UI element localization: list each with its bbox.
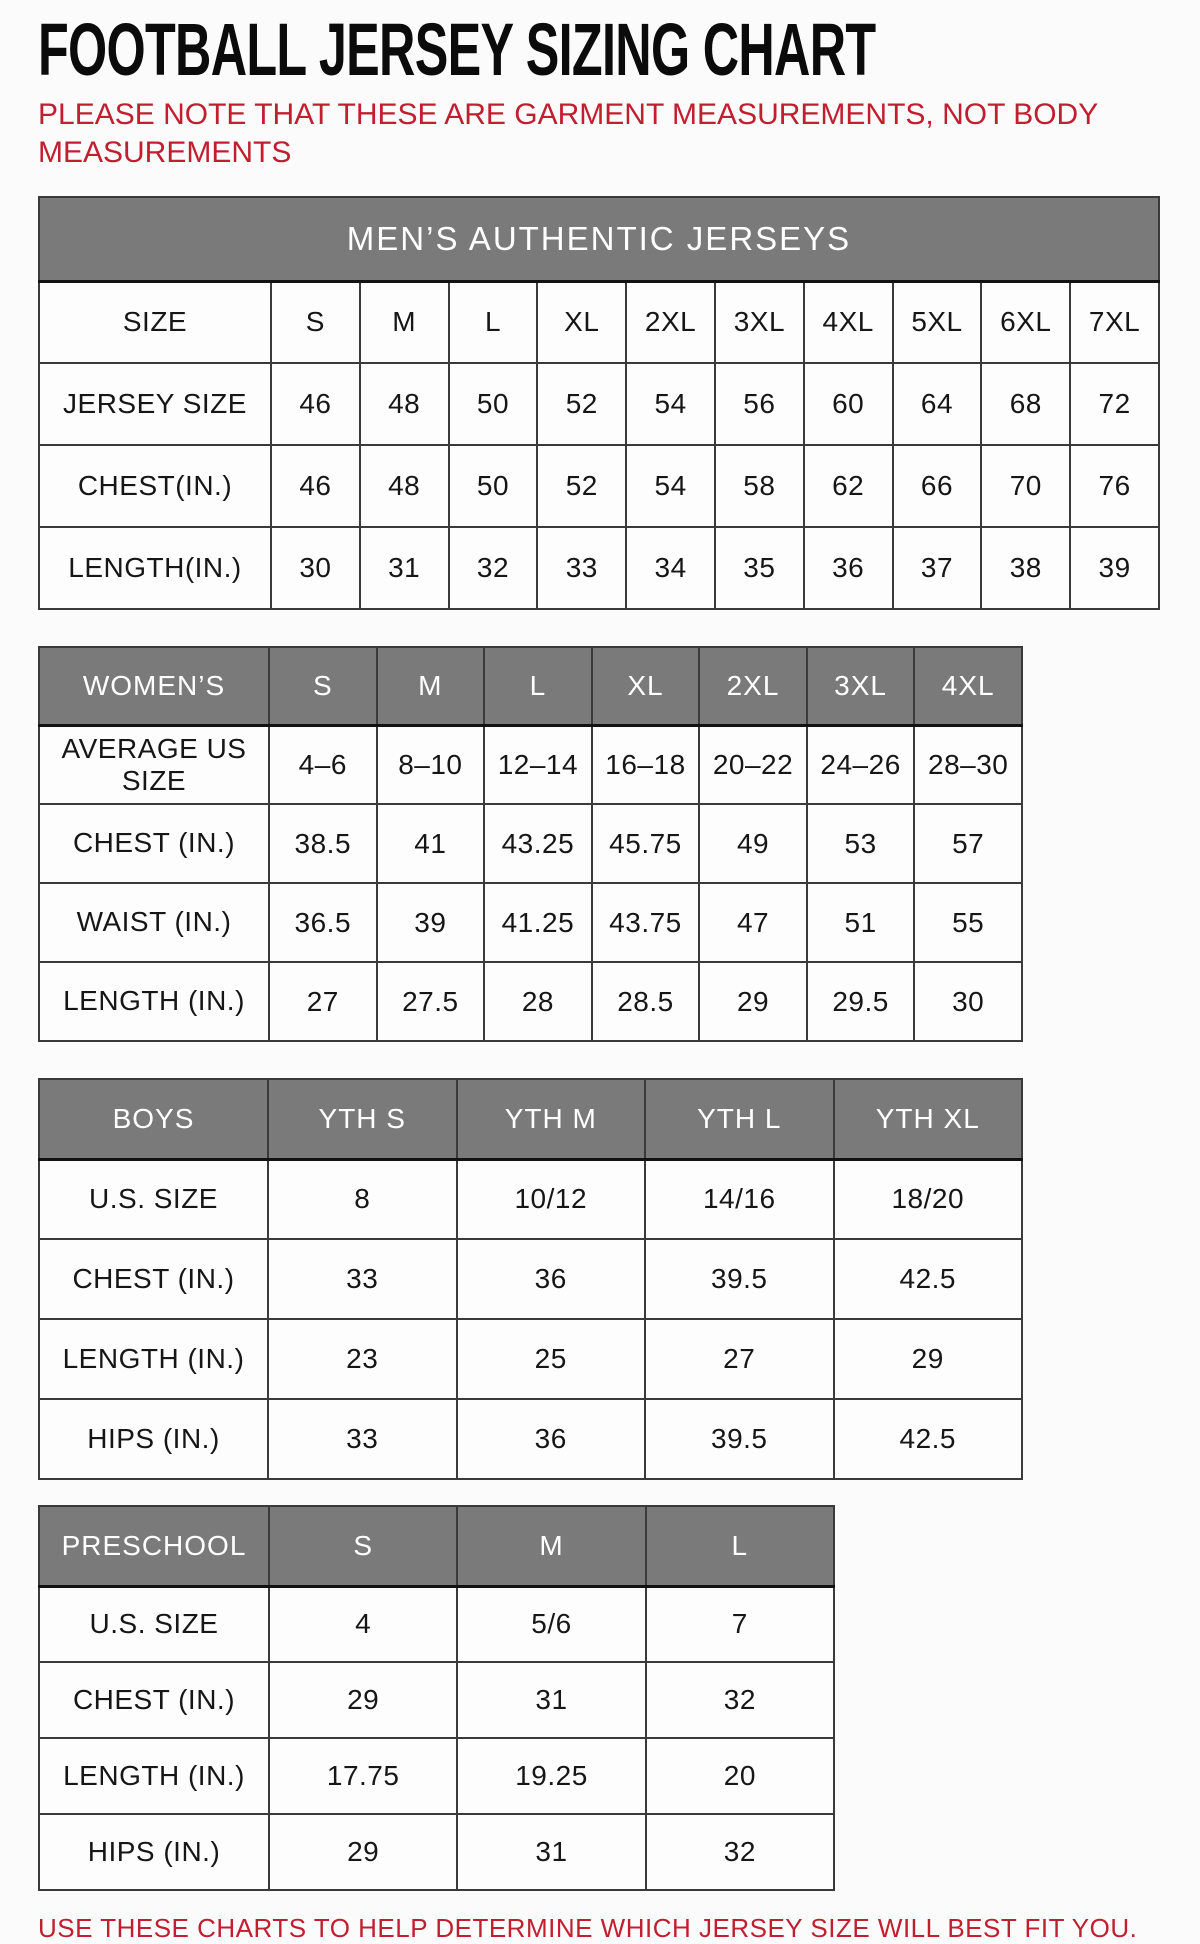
value-cell: 17.75 xyxy=(269,1738,457,1814)
mens-size-table xyxy=(38,196,1160,610)
value-cell: 39.5 xyxy=(645,1399,834,1479)
value-cell: 29 xyxy=(269,1814,457,1890)
mens-table-banner: MEN’S AUTHENTIC JERSEYS xyxy=(39,197,1159,281)
value-cell: 4–6 xyxy=(269,725,377,804)
value-cell: 31 xyxy=(457,1662,645,1738)
womens-column-header: S xyxy=(269,647,377,725)
row-label: HIPS (IN.) xyxy=(39,1399,268,1479)
value-cell: 27 xyxy=(645,1319,834,1399)
boys-column-header: YTH M xyxy=(457,1079,646,1159)
row-label: LENGTH (IN.) xyxy=(39,1319,268,1399)
boys-table-title-cell: BOYS xyxy=(39,1079,268,1159)
preschool-size-table xyxy=(38,1505,835,1891)
value-cell: 42.5 xyxy=(834,1239,1023,1319)
value-cell: 70 xyxy=(981,445,1070,527)
preschool-table-row xyxy=(39,1738,834,1814)
value-cell: 30 xyxy=(271,527,360,609)
value-cell: 28 xyxy=(484,962,592,1041)
value-cell: 38.5 xyxy=(269,804,377,883)
value-cell: 3XL xyxy=(715,281,804,363)
value-cell: 39 xyxy=(377,883,485,962)
value-cell: 36 xyxy=(457,1239,646,1319)
value-cell: 43.75 xyxy=(592,883,700,962)
boys-table-row xyxy=(39,1159,1022,1239)
value-cell: 32 xyxy=(646,1662,834,1738)
value-cell: L xyxy=(449,281,538,363)
value-cell: 56 xyxy=(715,363,804,445)
preschool-table-row xyxy=(39,1814,834,1890)
boys-column-header: YTH XL xyxy=(834,1079,1023,1159)
value-cell: 12–14 xyxy=(484,725,592,804)
value-cell: 51 xyxy=(807,883,915,962)
mens-table-row xyxy=(39,281,1159,363)
womens-table-row xyxy=(39,962,1022,1041)
boys-column-header: YTH S xyxy=(268,1079,457,1159)
value-cell: 62 xyxy=(804,445,893,527)
preschool-column-header: S xyxy=(269,1506,457,1586)
value-cell: 54 xyxy=(626,445,715,527)
mens-table-row xyxy=(39,527,1159,609)
value-cell: 33 xyxy=(268,1239,457,1319)
value-cell: 39 xyxy=(1070,527,1159,609)
value-cell: 52 xyxy=(537,445,626,527)
womens-column-header: 3XL xyxy=(807,647,915,725)
womens-table-title-cell: WOMEN’S xyxy=(39,647,269,725)
value-cell: 68 xyxy=(981,363,1070,445)
value-cell: 41.25 xyxy=(484,883,592,962)
value-cell: 58 xyxy=(715,445,804,527)
value-cell: 53 xyxy=(807,804,915,883)
row-label: HIPS (IN.) xyxy=(39,1814,269,1890)
preschool-column-header: L xyxy=(646,1506,834,1586)
value-cell: 20–22 xyxy=(699,725,807,804)
row-label: CHEST(IN.) xyxy=(39,445,271,527)
value-cell: 38 xyxy=(981,527,1070,609)
value-cell: 47 xyxy=(699,883,807,962)
value-cell: 27.5 xyxy=(377,962,485,1041)
page-title xyxy=(38,8,1200,91)
size-tables-container xyxy=(38,196,1200,1891)
womens-size-table xyxy=(38,646,1023,1042)
value-cell: 29 xyxy=(699,962,807,1041)
value-cell: 6XL xyxy=(981,281,1070,363)
value-cell: 32 xyxy=(449,527,538,609)
value-cell: 57 xyxy=(914,804,1022,883)
value-cell: 64 xyxy=(893,363,982,445)
womens-column-header: 4XL xyxy=(914,647,1022,725)
preschool-table-row xyxy=(39,1662,834,1738)
row-label: LENGTH (IN.) xyxy=(39,962,269,1041)
preschool-table-title-cell: PRESCHOOL xyxy=(39,1506,269,1586)
womens-column-header: L xyxy=(484,647,592,725)
garment-measurements-note xyxy=(38,96,1200,172)
value-cell: 55 xyxy=(914,883,1022,962)
value-cell: 27 xyxy=(269,962,377,1041)
value-cell: 2XL xyxy=(626,281,715,363)
value-cell: 5XL xyxy=(893,281,982,363)
value-cell: 32 xyxy=(646,1814,834,1890)
preschool-column-header: M xyxy=(457,1506,645,1586)
value-cell: 72 xyxy=(1070,363,1159,445)
value-cell: 66 xyxy=(893,445,982,527)
womens-column-header: 2XL xyxy=(699,647,807,725)
value-cell: 42.5 xyxy=(834,1399,1023,1479)
value-cell: 8–10 xyxy=(377,725,485,804)
womens-column-header: XL xyxy=(592,647,700,725)
value-cell: 4 xyxy=(269,1586,457,1662)
boys-column-header: YTH L xyxy=(645,1079,834,1159)
boys-size-table xyxy=(38,1078,1023,1480)
row-label: CHEST (IN.) xyxy=(39,1239,268,1319)
page-title-text: FOOTBALL JERSEY SIZING CHART xyxy=(38,8,876,91)
value-cell: 54 xyxy=(626,363,715,445)
mens-table-row xyxy=(39,445,1159,527)
value-cell: 48 xyxy=(360,363,449,445)
value-cell: 34 xyxy=(626,527,715,609)
value-cell: 19.25 xyxy=(457,1738,645,1814)
row-label: CHEST (IN.) xyxy=(39,1662,269,1738)
mens-table-row xyxy=(39,363,1159,445)
value-cell: 24–26 xyxy=(807,725,915,804)
value-cell: 36.5 xyxy=(269,883,377,962)
value-cell: 76 xyxy=(1070,445,1159,527)
value-cell: 5/6 xyxy=(457,1586,645,1662)
value-cell: 4XL xyxy=(804,281,893,363)
value-cell: 33 xyxy=(268,1399,457,1479)
row-label: JERSEY SIZE xyxy=(39,363,271,445)
value-cell: 37 xyxy=(893,527,982,609)
value-cell: XL xyxy=(537,281,626,363)
row-label: U.S. SIZE xyxy=(39,1159,268,1239)
value-cell: 30 xyxy=(914,962,1022,1041)
row-label: WAIST (IN.) xyxy=(39,883,269,962)
value-cell: 8 xyxy=(268,1159,457,1239)
value-cell: 36 xyxy=(457,1399,646,1479)
womens-table-row xyxy=(39,804,1022,883)
value-cell: 33 xyxy=(537,527,626,609)
note-line-1: PLEASE NOTE THAT THESE ARE GARMENT MEASUREMENTS, NOT BODY xyxy=(38,98,1099,131)
value-cell: 7 xyxy=(646,1586,834,1662)
value-cell: 28.5 xyxy=(592,962,700,1041)
value-cell: 46 xyxy=(271,363,360,445)
row-label: U.S. SIZE xyxy=(39,1586,269,1662)
value-cell: 39.5 xyxy=(645,1239,834,1319)
value-cell: 31 xyxy=(360,527,449,609)
value-cell: 46 xyxy=(271,445,360,527)
value-cell: 60 xyxy=(804,363,893,445)
value-cell: 31 xyxy=(457,1814,645,1890)
footer-note: USE THESE CHARTS TO HELP DETERMINE WHICH JERSEY SIZE WILL BEST FIT YOU. xyxy=(38,1913,1138,1943)
value-cell: 35 xyxy=(715,527,804,609)
boys-table-row xyxy=(39,1319,1022,1399)
boys-table-row xyxy=(39,1399,1022,1479)
value-cell: 10/12 xyxy=(457,1159,646,1239)
value-cell: 28–30 xyxy=(914,725,1022,804)
value-cell: 23 xyxy=(268,1319,457,1399)
value-cell: 20 xyxy=(646,1738,834,1814)
row-label: LENGTH(IN.) xyxy=(39,527,271,609)
value-cell: 52 xyxy=(537,363,626,445)
womens-column-header: M xyxy=(377,647,485,725)
value-cell: 43.25 xyxy=(484,804,592,883)
value-cell: 25 xyxy=(457,1319,646,1399)
womens-table-row xyxy=(39,725,1022,804)
value-cell: S xyxy=(271,281,360,363)
value-cell: 16–18 xyxy=(592,725,700,804)
row-label: SIZE xyxy=(39,281,271,363)
value-cell: 36 xyxy=(804,527,893,609)
womens-table-row xyxy=(39,883,1022,962)
value-cell: 18/20 xyxy=(834,1159,1023,1239)
value-cell: 29.5 xyxy=(807,962,915,1041)
value-cell: 49 xyxy=(699,804,807,883)
value-cell: 29 xyxy=(834,1319,1023,1399)
value-cell: 45.75 xyxy=(592,804,700,883)
boys-table-row xyxy=(39,1239,1022,1319)
value-cell: 14/16 xyxy=(645,1159,834,1239)
value-cell: 7XL xyxy=(1070,281,1159,363)
value-cell: 29 xyxy=(269,1662,457,1738)
value-cell: 50 xyxy=(449,445,538,527)
value-cell: 50 xyxy=(449,363,538,445)
note-line-2: MEASUREMENTS xyxy=(38,136,292,169)
value-cell: M xyxy=(360,281,449,363)
value-cell: 48 xyxy=(360,445,449,527)
value-cell: 41 xyxy=(377,804,485,883)
preschool-table-row xyxy=(39,1586,834,1662)
row-label: AVERAGE US SIZE xyxy=(39,725,269,804)
row-label: LENGTH (IN.) xyxy=(39,1738,269,1814)
row-label: CHEST (IN.) xyxy=(39,804,269,883)
